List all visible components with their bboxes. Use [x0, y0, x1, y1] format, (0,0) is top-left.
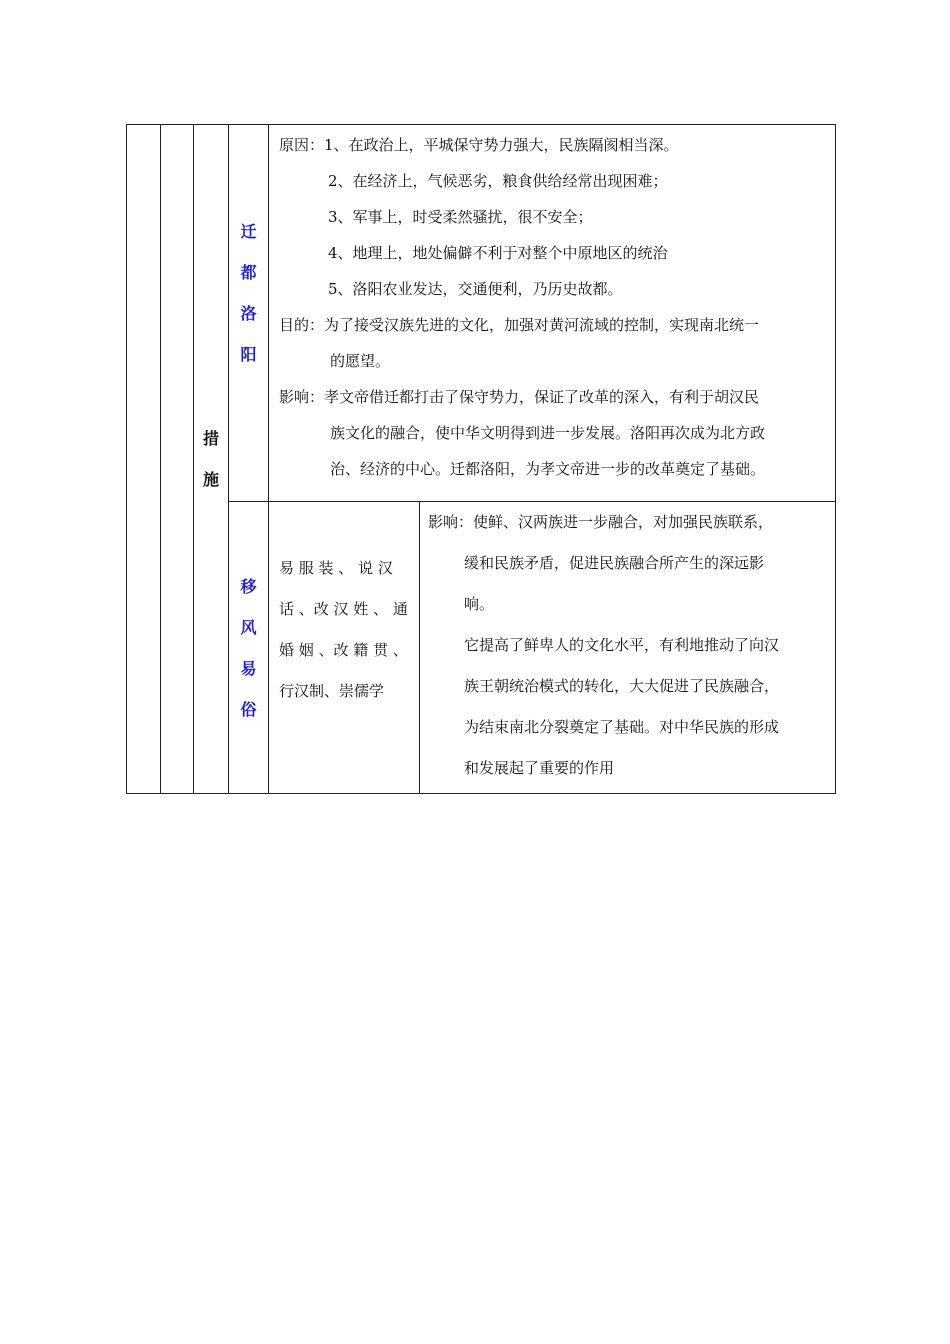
- yifeng-influence-text: [420, 502, 835, 793]
- measures-label-cell: [194, 125, 229, 794]
- influence-line: 缓和民族矛盾，促进民族融合所产生的深远影: [464, 554, 765, 572]
- measures-label: 措 施: [202, 429, 219, 489]
- influence-line: 为结束南北分裂奠定了基础。对中华民族的形成: [464, 718, 780, 736]
- blank-column-1: [127, 125, 161, 794]
- qiandu-label: 迁 都 洛 阳: [240, 222, 257, 364]
- qiandu-line: 族文化的融合，使中华文明得到进一步发展。洛阳再次成为北方政: [330, 424, 766, 442]
- qiandu-line: 3、军事上，时受柔然骚扰，很不安全；: [328, 208, 593, 226]
- influence-line: 它提高了鲜卑人的文化水平，有利地推动了向汉: [464, 636, 780, 654]
- yifeng-label: 移 风 易 俗: [240, 576, 257, 719]
- yifeng-content-line: 易 服 装 、 说 汉: [279, 559, 393, 577]
- qiandu-line: 的愿望。: [330, 352, 391, 370]
- yifeng-label-cell: [229, 502, 269, 794]
- influence-line: 响。: [464, 595, 495, 613]
- yifeng-content-cell: [269, 502, 420, 794]
- qiandu-content-cell: [269, 125, 836, 502]
- reform-table: [126, 124, 836, 794]
- influence-line: 族王朝统治模式的转化，大大促进了民族融合，: [464, 677, 780, 695]
- influence-line: 影响：使鲜、汉两族进一步融合，对加强民族联系，: [428, 513, 774, 531]
- qiandu-line: 4、地理上，地处偏僻不利于对整个中原地区的统治: [328, 244, 668, 262]
- qiandu-line: 2、在经济上，气候恶劣，粮食供给经常出现困难；: [328, 172, 668, 190]
- qiandu-line: 目的：为了接受汉族先进的文化，加强对黄河流域的控制，实现南北统一: [279, 316, 760, 334]
- blank-column-2: [161, 125, 194, 794]
- qiandu-line: 5、洛阳农业发达，交通便利，乃历史故都。: [328, 280, 623, 298]
- yifeng-content-line: 话 、改 汉 姓 、 通: [279, 600, 408, 618]
- yifeng-content-line: 婚 姻 、改 籍 贯 、: [279, 641, 408, 659]
- qiandu-line: 治、经济的中心。迁都洛阳，为孝文帝进一步的改革奠定了基础。: [330, 460, 766, 478]
- qiandu-label-cell: [229, 125, 269, 502]
- qiandu-line: 原因：1、在政治上，平城保守势力强大，民族隔阂相当深。: [279, 136, 679, 154]
- qiandu-line: 影响：孝文帝借迁都打击了保守势力，保证了改革的深入，有利于胡汉民: [279, 388, 760, 406]
- influence-line: 和发展起了重要的作用: [464, 759, 615, 777]
- yifeng-content-line: 行汉制、崇儒学: [279, 682, 385, 700]
- qiandu-text: [269, 125, 835, 491]
- yifeng-influence-cell: [420, 502, 836, 794]
- yifeng-content-text: [269, 502, 419, 712]
